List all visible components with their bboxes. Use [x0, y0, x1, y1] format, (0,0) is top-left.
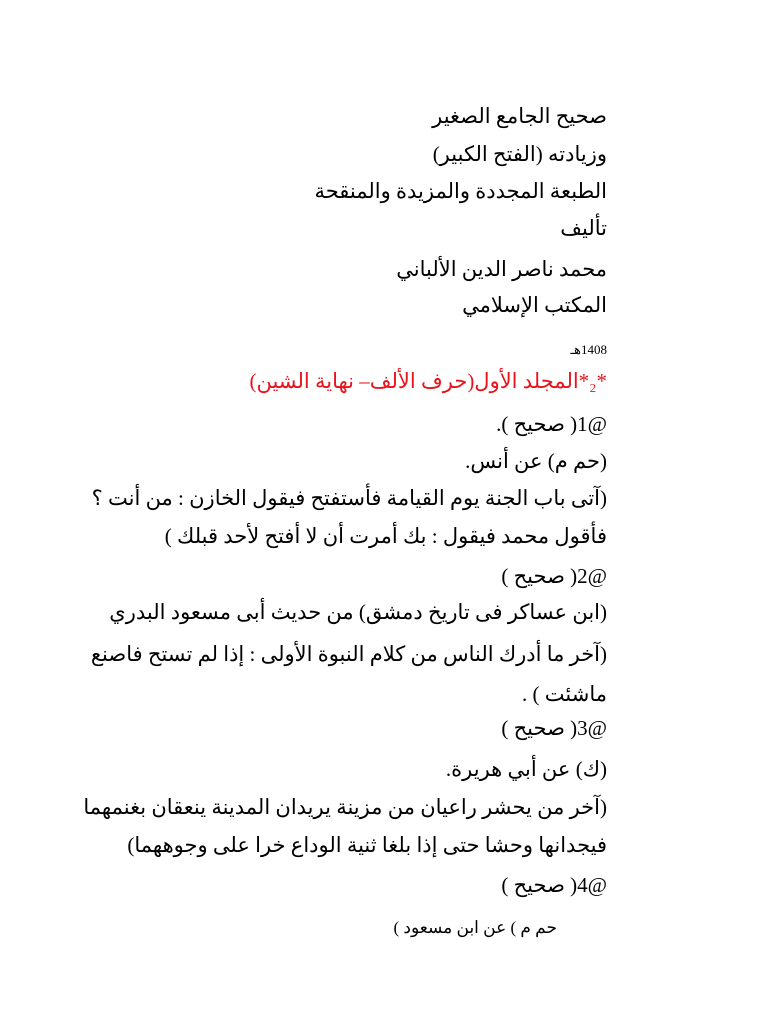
book-title: صحيح الجامع الصغير: [432, 104, 607, 128]
hadith-2-text-line-2: ماشئت ) .: [522, 682, 607, 706]
hadith-4-grade: @4( صحيح ): [501, 873, 607, 897]
hadith-2-text-line-1: (آخر ما أدرك الناس من كلام النبوة الأولى : إذا لم تستح فاصنع: [90, 642, 607, 666]
hadith-3-grade: @3( صحيح ): [501, 716, 607, 740]
edition-line: الطبعة المجددة والمزيدة والمنقحة: [314, 179, 607, 203]
hadith-2-grade: @2( صحيح ): [501, 564, 607, 588]
hadith-1-source: (حم م) عن أنس.: [465, 449, 607, 473]
book-subtitle: وزيادته (الفتح الكبير): [432, 142, 607, 166]
hadith-1-grade: @1( صحيح ).: [496, 412, 607, 436]
authorship-label: تأليف: [560, 216, 607, 240]
author-name: محمد ناصر الدين الألباني: [396, 257, 607, 281]
hadith-3-source: (ك) عن أبي هريرة.: [445, 757, 607, 781]
hadith-1-text-line-1: (آتى باب الجنة يوم القيامة فأستفتح فيقول الخازن : من أنت ؟: [91, 486, 607, 510]
hadith-3-text-line-1: (آخر من يحشر راعيان من مزينة يريدان المدينة ينعقان بغنمهما: [83, 795, 607, 819]
publisher-name: المكتب الإسلامي: [462, 293, 607, 317]
hadith-1-text-line-2: فأقول محمد فيقول : بك أمرت أن لا أفتح لأحد قبلك ): [164, 524, 607, 548]
publication-year: 1408هـ: [570, 342, 607, 357]
volume-heading: *₂*المجلد الأول(حرف الألف– نهاية الشين): [249, 369, 607, 393]
hadith-3-text-line-2: فيجدانها وحشا حتى إذا بلغا ثنية الوداع خرا على وجوههما): [127, 833, 607, 857]
hadith-2-source: (ابن عساكر فى تاريخ دمشق) من حديث أبى مسعود البدري: [109, 600, 607, 624]
hadith-4-source: حم م ) عن ابن مسعود ): [393, 918, 557, 937]
